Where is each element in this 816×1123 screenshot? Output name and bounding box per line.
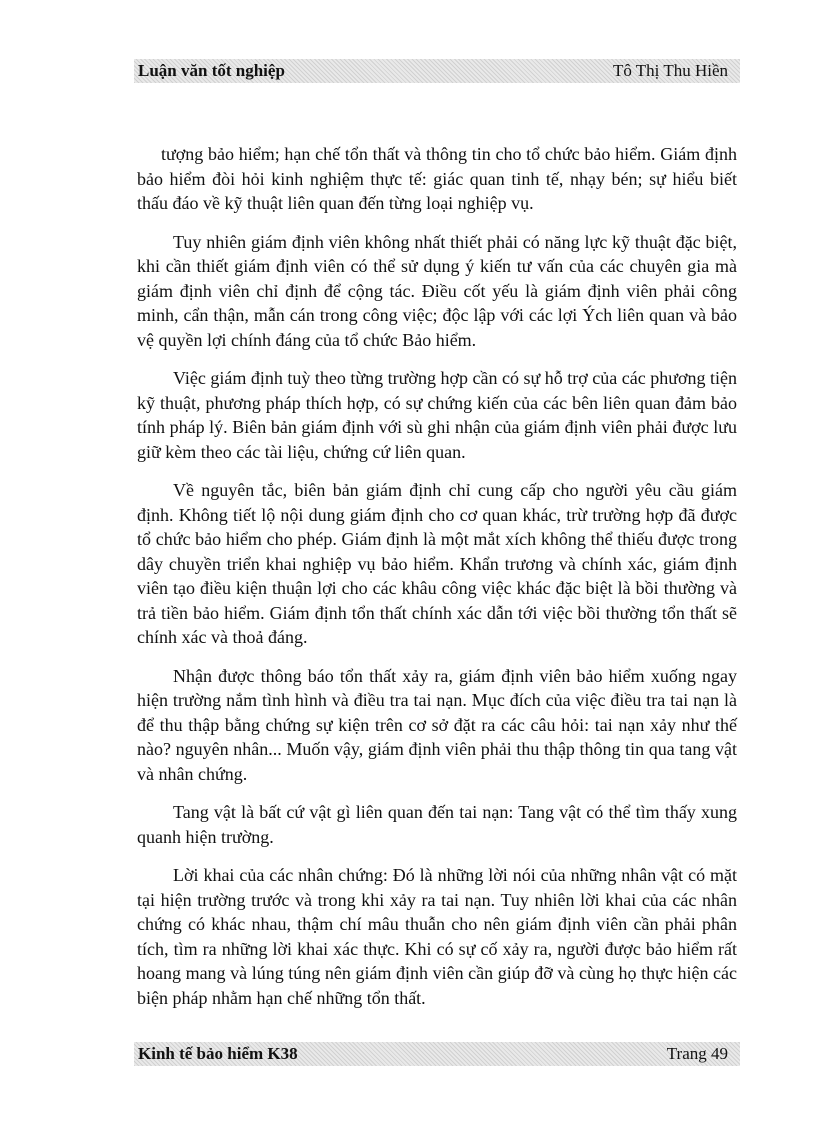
footer-page-number: Trang 49 <box>666 1044 728 1063</box>
page-header <box>134 59 740 83</box>
paragraph-3: Việc giám định tuỳ theo từng trường hợp cần có sự hỗ trợ của các phương tiện kỹ thuật, phương pháp thích hợp, có sự chứng kiến của các bên liên quan đảm bảo tính pháp lý. Biên bản giám định với sù ghi nhận của giám định viên phải được lưu giữ kèm theo các tài liệu, chứng cứ liên quan. <box>137 368 737 462</box>
document-body <box>137 142 737 1024</box>
footer-course-label: Kinh tế bảo hiểm K38 <box>138 1044 298 1063</box>
paragraph-7: Lời khai của các nhân chứng: Đó là những lời nói của những nhân vật có mặt tại hiện trường trước và trong khi xảy ra tai nạn. Tuy nhiên lời khai của các nhân chứng có khác nhau, thậm chí mâu thuẫn cho nên giám định viên cần phải phân tích, tìm ra những lời khai xác thực. Khi có sự cố xảy ra, người được bảo hiểm rất hoang mang và lúng túng nên giám định viên cần giúp đỡ và cùng họ thực hiện các biện pháp nhằm hạn chế những tổn thất. <box>137 865 737 1008</box>
paragraph-5: Nhận được thông báo tổn thất xảy ra, giám định viên bảo hiểm xuống ngay hiện trường nắm tình hình và điều tra tai nạn. Mục đích của việc điều tra tai nạn là để thu thập bằng chứng sự kiện trên cơ sở đặt ra các câu hỏi: tai nạn xảy như thế nào? nguyên nhân... Muốn vậy, giám định viên phải thu thập thông tin qua tang vật và nhân chứng. <box>137 665 737 784</box>
header-author-name: Tô Thị Thu Hiền <box>612 61 728 80</box>
header-thesis-label: Luận văn tốt nghiệp <box>138 61 285 80</box>
paragraph-2: Tuy nhiên giám định viên không nhất thiết phải có năng lực kỹ thuật đặc biệt, khi cần thiết giám định viên có thể sử dụng ý kiến tư vấn của các chuyên gia mà giám định viên chỉ định để cộng tác. Điều cốt yếu là giám định viên phải công minh, cẩn thận, mẫn cán trong công việc; độc lập với các lợi Ých liên quan và bảo vệ quyền lợi chính đáng của tổ chức Bảo hiểm. <box>137 231 737 350</box>
page-footer <box>134 1042 740 1066</box>
paragraph-1: tượng bảo hiểm; hạn chế tổn thất và thông tin cho tổ chức bảo hiểm. Giám định bảo hiểm đòi hỏi kinh nghiệm thực tế: giác quan tinh tế, nhạy bén; sự hiểu biết thấu đáo về kỹ thuật liên quan đến từng loại nghiệp vụ. <box>137 144 737 213</box>
paragraph-4: Về nguyên tắc, biên bản giám định chỉ cung cấp cho người yêu cầu giám định. Không tiết lộ nội dung giám định cho cơ quan khác, trừ trường hợp đã được tổ chức bảo hiểm cho phép. Giám định là một mắt xích không thể thiếu được trong dây chuyền triển khai nghiệp vụ bảo hiểm. Khẩn trương và chính xác, giám định viên tạo điều kiện thuận lợi cho các khâu công việc khác đặc biệt là bồi thường và trả tiền bảo hiểm. Giám định tổn thất chính xác dẫn tới việc bồi thường tổn thất sẽ chính xác và thoả đáng. <box>137 480 737 647</box>
paragraph-6: Tang vật là bất cứ vật gì liên quan đến tai nạn: Tang vật có thể tìm thấy xung quanh hiện trường. <box>137 802 737 847</box>
